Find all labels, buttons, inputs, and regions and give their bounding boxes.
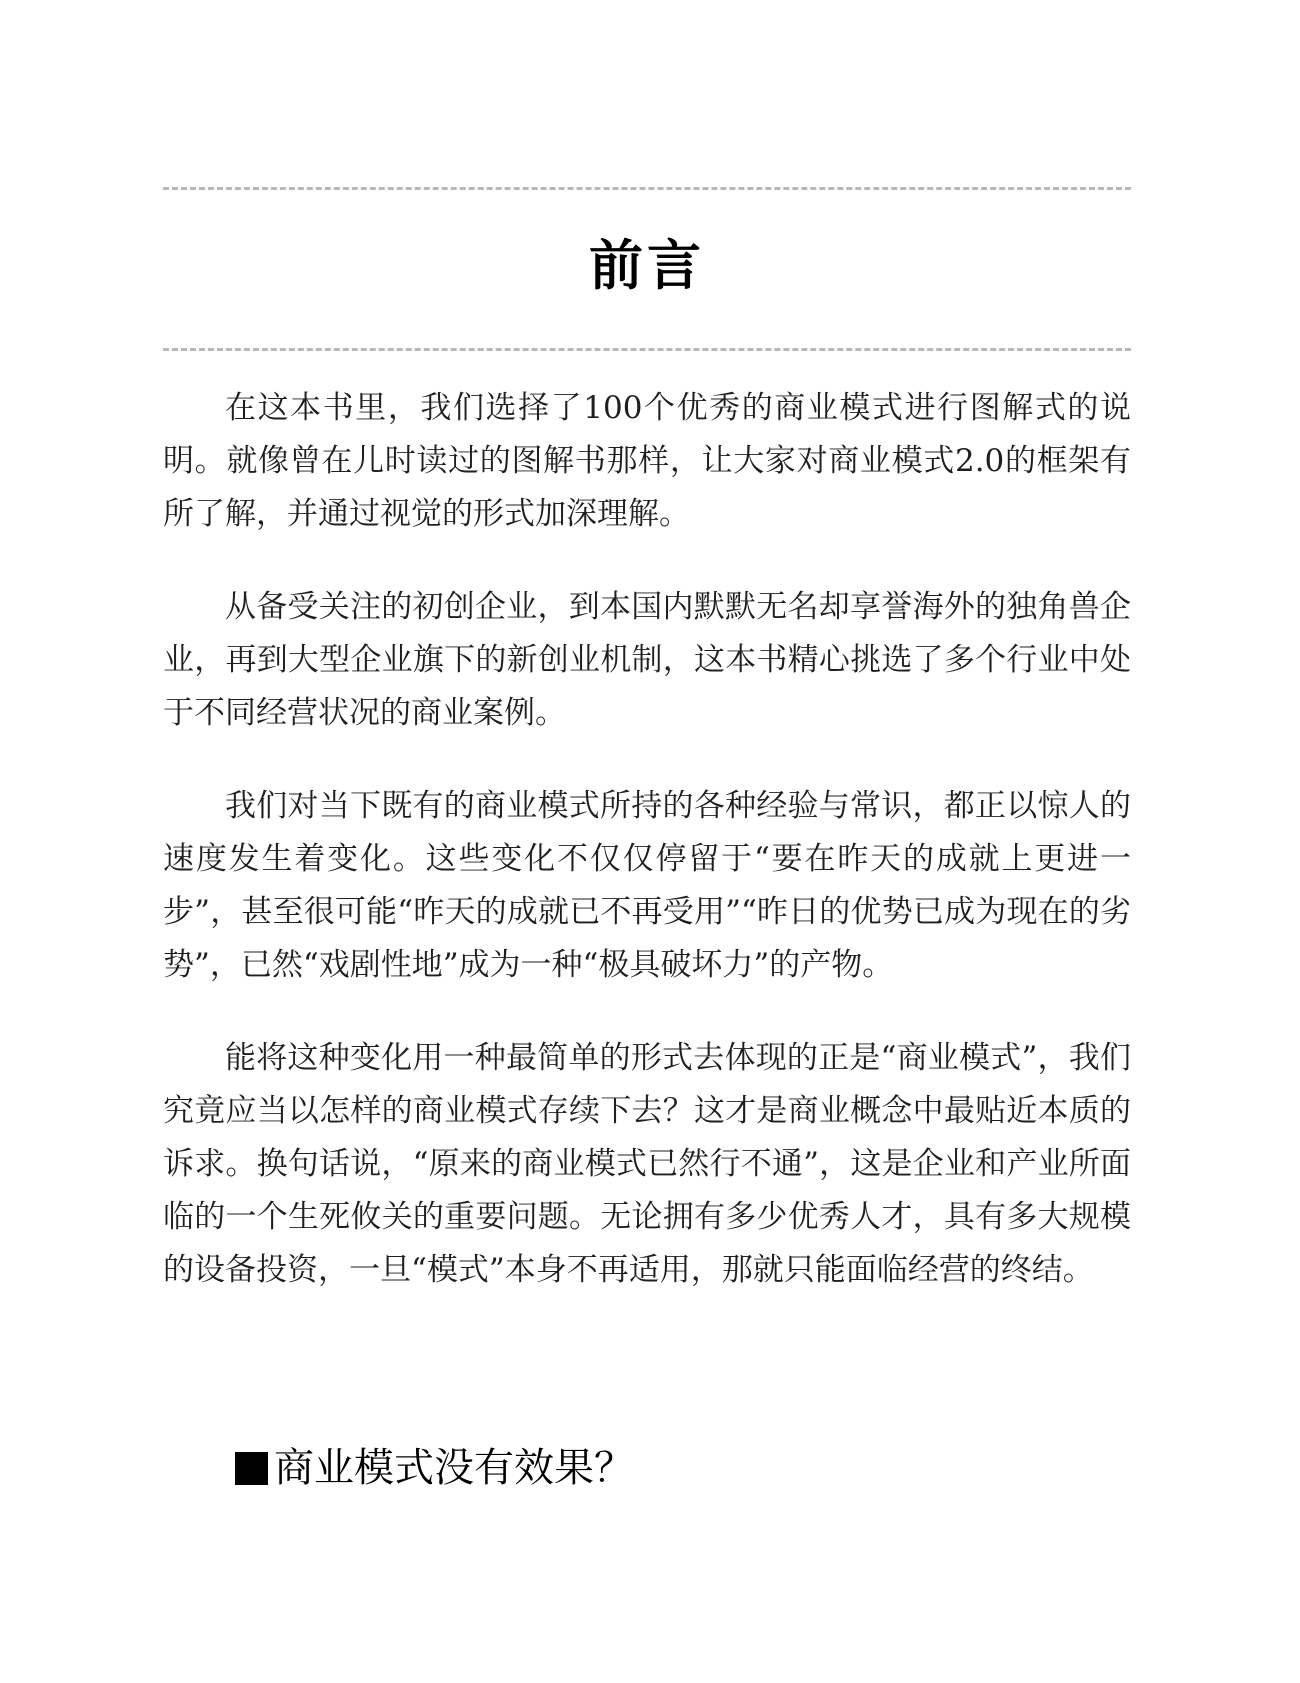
paragraph-2: 从备受关注的初创企业，到本国内默默无名却享誉海外的独角兽企业，再到大型企业旗下的新创业机制，这本书精心挑选了多个行业中处于不同经营状况的商业案例。 (163, 589, 1131, 731)
square-bullet-icon (235, 1452, 268, 1485)
body-text (163, 382, 1131, 1337)
top-dashed-divider (163, 187, 1131, 190)
page-title: 前言 (589, 234, 705, 297)
section-heading-text: 商业模式没有效果？ (274, 1445, 634, 1491)
bottom-dashed-divider (163, 348, 1131, 351)
paragraph-3: 我们对当下既有的商业模式所持的各种经验与常识，都正以惊人的速度发生着变化。这些变化不仅仅停留于“要在昨天的成就上更进一步”，甚至很可能“昨天的成就已不再受用”“昨日的优势已成为现在的劣势”，已然“戏剧性地”成为一种“极具破坏力”的产物。 (163, 788, 1131, 983)
paragraph-4: 能将这种变化用一种最简单的形式去体现的正是“商业模式”，我们究竟应当以怎样的商业模式存续下去？这才是商业概念中最贴近本质的诉求。换句话说，“原来的商业模式已然行不通”，这是企业和产业所面临的一个生死攸关的重要问题。无论拥有多少优秀人才，具有多大规模的设备投资，一旦“模式”本身不再适用，那就只能面临经营的终结。 (163, 1040, 1131, 1288)
paragraph-1: 在这本书里，我们选择了100个优秀的商业模式进行图解式的说明。就像曾在儿时读过的图解书那样，让大家对商业模式2.0的框架有所了解，并通过视觉的形式加深理解。 (163, 390, 1131, 532)
section-heading (235, 1440, 634, 1496)
